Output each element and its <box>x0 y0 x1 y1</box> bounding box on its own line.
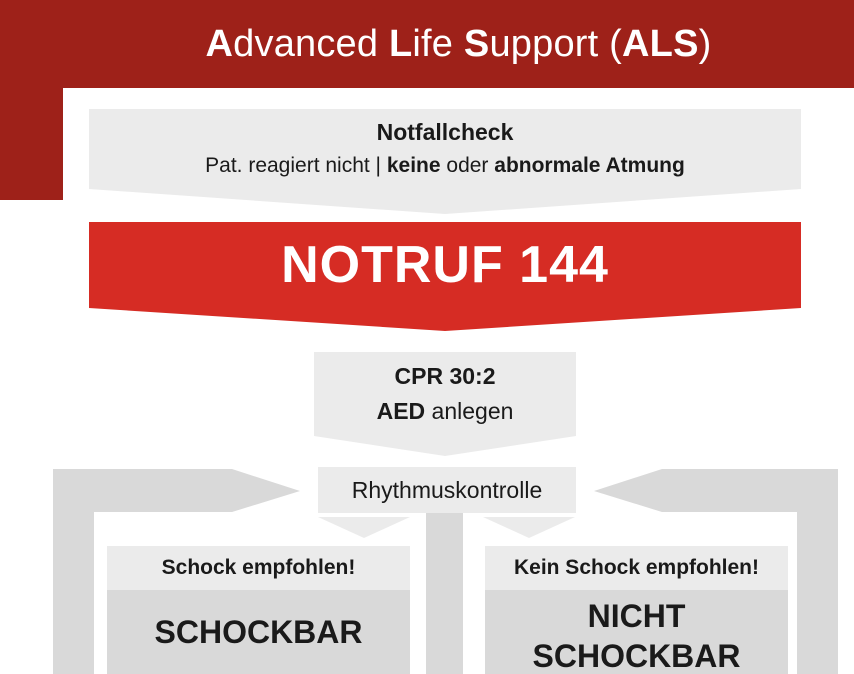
arrow-rhythm-to-noshock <box>483 517 575 538</box>
arrow-cpr-to-rhythm <box>314 436 576 456</box>
check-title: Notfallcheck <box>376 119 514 145</box>
emergency-call-box: NOTRUF 144 <box>89 222 801 308</box>
check-subtitle: Pat. reagiert nicht | keine oder abnormale Atmung <box>205 154 685 177</box>
emergency-check-box <box>89 109 801 189</box>
non-shockable-line2: SCHOCKBAR <box>532 638 741 674</box>
non-shockable-box <box>485 590 788 674</box>
aed-instruction: AED anlegen <box>376 398 514 424</box>
arrow-check-to-notruf <box>89 189 801 214</box>
center-bar <box>426 513 463 674</box>
no-shock-advised-label: Kein Schock empfohlen! <box>485 546 788 590</box>
cpr-ratio: CPR 30:2 <box>394 363 496 389</box>
arrow-notruf-to-cpr <box>89 308 801 331</box>
shockable-box: SCHOCKBAR <box>107 590 410 674</box>
rhythm-check-box: Rhythmuskontrolle <box>318 467 576 513</box>
page-title: Advanced Life Support (ALS) <box>205 22 712 65</box>
arrow-rhythm-to-shock <box>318 517 410 538</box>
cpr-box <box>314 352 576 436</box>
shock-advised-label: Schock empfohlen! <box>107 546 410 590</box>
non-shockable-line1: NICHT <box>587 598 686 634</box>
